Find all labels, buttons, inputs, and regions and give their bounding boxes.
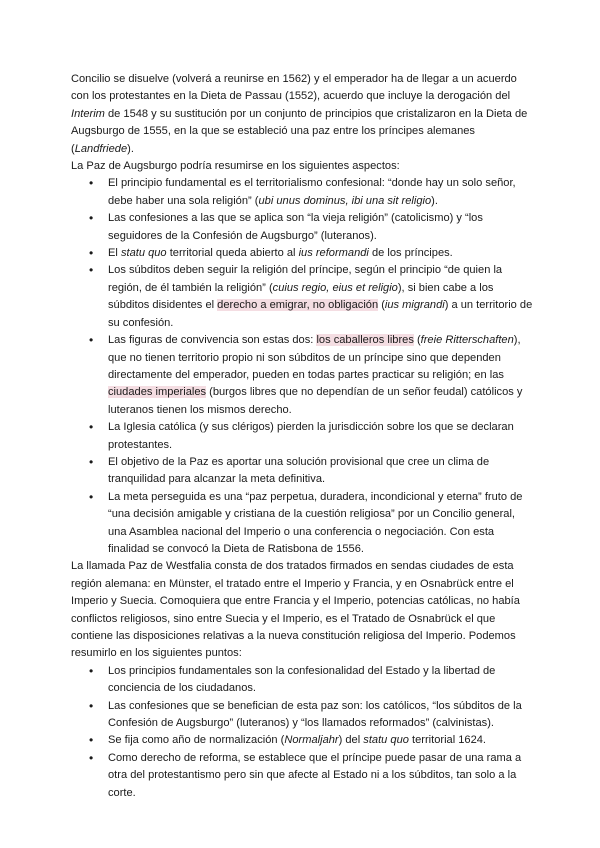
text-run: ). [127,142,134,155]
highlighted-text: los caballeros libres [316,334,414,347]
italic-term: Landfriede [74,142,128,155]
augsburg-point [108,332,536,419]
augsburg-point [108,489,536,559]
text-run: territorial 1624. [408,734,487,747]
italic-term: ius migrandi [384,299,445,312]
text-run: ), que no tienen territorio propio ni son súbditos de un príncipe sino que dependen directamente del emperador, pueden en todas partes practicar su religión; en las [108,334,521,381]
text-run: Se fija como año de normalización ( [108,734,285,747]
augsburg-point [108,454,536,489]
augsburg-summary-lead: La Paz de Augsburgo podría resumirse en los siguientes aspectos: [71,160,400,173]
augsburg-point [108,245,536,262]
westfalia-points-list [71,663,536,802]
westfalia-point [108,750,536,802]
text-run: El principio fundamental es el territorialismo confesional: “donde hay un solo señor, debe haber una sola religión” ( [108,177,516,207]
augsburg-point [108,210,536,245]
westfalia-point [108,732,536,749]
intro-paragraph [71,71,536,158]
text-run: territorial queda abierto al [166,247,299,260]
italic-term: statu quo [363,734,409,747]
italic-term: statu quo [120,247,167,260]
augsburg-point [108,262,536,332]
text-run: de los príncipes. [368,247,453,260]
text-run: Las confesiones que se benefician de esta paz son: los católicos, “los súbditos de la Confesión de Augsburgo” (luteranos) y “los llamados reformados” (calvinistas). [108,699,522,730]
text-run: ), si bien cabe a los súbditos disidentes el [108,281,494,312]
highlighted-text: ciudades imperiales [108,386,207,399]
text-run: ( [413,334,421,347]
italic-term: freie Ritterschaften [420,334,514,347]
text-run: La meta perseguida es una “paz perpetua, duradera, incondicional y eterna” fruto de “una decisión amigable y cristiana de la cuestión religiosa” por un Concilio general, una Asamblea nacional del Imperio o una conferencia o negociación. Con esta finalidad se convocó la Dieta de Ratisbona de 1556. [108,490,523,555]
text-run: Concilio se disuelve (volverá a reunirse en 1562) y el emperador ha de llegar a un acuerdo con los protestantes en la Dieta de Passau (1552), acuerdo que incluye la derogación del [71,73,517,103]
italic-term: cuius regio, eius et religio [272,281,398,294]
italic-term: Interim [71,107,105,120]
augsburg-point [108,175,536,210]
text-run: La Iglesia católica (y sus clérigos) pierden la jurisdicción sobre los que se declaran protestantes. [108,421,514,451]
text-run: El [108,247,121,260]
text-run: ) a un territorio de su confesión. [108,299,533,329]
augsburg-point [108,419,536,454]
text-run: de 1548 y su sustitución por un conjunto de principios que cristalizaron en la Dieta de Augsburgo de 1555, en la que se estableció una paz entre los príncipes alemanes ( [71,107,528,155]
text-run: Las figuras de convivencia son estas dos: [108,334,317,347]
text-run: ) del [338,734,364,747]
highlighted-text: derecho a emigrar, no obligación [217,299,379,312]
text-run: Como derecho de reforma, se establece que el príncipe puede pasar de una rama a otra del protestantismo pero sin que afecte al Estado ni a los súbditos, tan solo a la corte. [108,751,522,799]
text-run: Los súbditos deben seguir la religión del príncipe, según el principio “de quien la región, de él también la religión” ( [108,264,503,294]
augsburg-points-list [71,175,536,558]
text-run: El objetivo de la Paz es aportar una solución provisional que cree un clima de tranquilidad para alcanzar la meta definitiva. [108,455,490,486]
italic-term: ubi unus dominus, ibi una sit religio [258,194,432,207]
text-run: ). [431,194,438,207]
westfalia-point [108,663,536,698]
westfalia-paragraph: La llamada Paz de Westfalia consta de dos tratados firmados en sendas ciudades de esta región alemana: en Münster, el tratado entre el Imperio y Francia, y en Osnabrück entre el Imperio y Suecia. Comoquiera que entre Francia y el Imperio, potencias católicas, no había conflictos religiosos, sino entre Suecia y el Imperio, es el Tratado de Osnabrück el que contiene las disposiciones relativas a la nueva constitución religiosa del Imperio. Podemos resumirlo en los siguientes puntos: [71,560,520,660]
italic-term: Normaljahr [284,734,339,747]
text-run: Los principios fundamentales son la confesionalidad del Estado y la libertad de conciencia de los ciudadanos. [108,664,496,695]
westfalia-point [108,698,536,733]
text-run: Las confesiones a las que se aplica son “la vieja religión” (catolicismo) y “los seguidores de la Confesión de Augsburgo” (luteranos). [108,212,483,242]
text-run: (burgos libres que no dependían de un señor feudal) católicos y luteranos tienen los mismos derecho. [108,386,523,416]
italic-term: ius reformandi [298,247,369,260]
text-run: ( [378,299,385,312]
